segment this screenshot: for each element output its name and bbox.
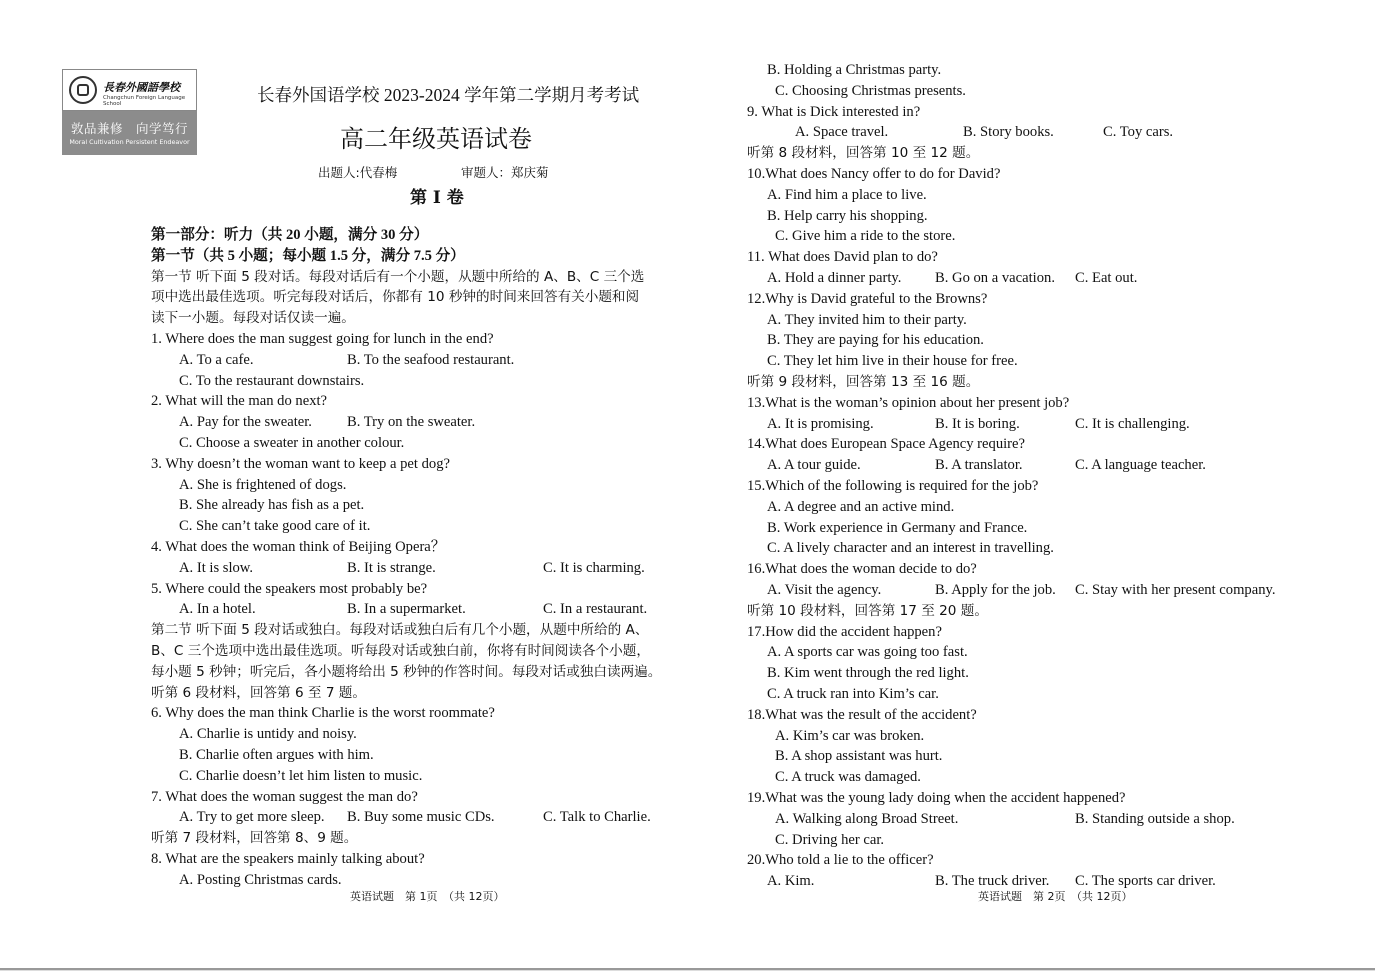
right_column-option: C. It is challenging. <box>1075 415 1190 432</box>
right_column-line: A. They invited him to their party. <box>767 311 967 328</box>
left_column-line: 3. Why doesn’t the woman want to keep a pet dog? <box>151 455 450 472</box>
right_column-line: 12.Why is David grateful to the Browns? <box>747 290 988 307</box>
right_column-line: A. A tour guide. <box>767 457 861 474</box>
right_column-option: C. The sports car driver. <box>1075 873 1216 890</box>
right_column-option: C. Toy cars. <box>1103 124 1174 141</box>
right_column-line: B. Work experience in Germany and France. <box>767 519 1028 536</box>
left_column-option: C. Talk to Charlie. <box>543 809 651 826</box>
left_column-line: 第一节 听下面 5 段对话。每段对话后有一个小题，从题中所给的 A、B、C 三个选 <box>151 268 645 285</box>
left_column-line: A. She is frightened of dogs. <box>179 476 347 493</box>
page-footer-left: 英语试题 第 1页 （共 12页） <box>350 890 505 903</box>
right_column-option: B. Standing outside a shop. <box>1075 810 1235 827</box>
left_column-line: A. Pay for the sweater. <box>179 414 312 431</box>
right_column-line: C. Driving her car. <box>775 831 885 848</box>
right_column-line: C. A truck ran into Kim’s car. <box>767 686 939 702</box>
right_column-line: B. Kim went through the red light. <box>767 665 969 682</box>
logo-top-panel <box>62 69 197 111</box>
left_column-line: B. She already has fish as a pet. <box>179 497 365 514</box>
right_column-line: C. They let him live in their house for free. <box>767 353 1018 370</box>
left_column-line: A. Charlie is untidy and noisy. <box>179 726 357 743</box>
right_column-line: A. A sports car was going too fast. <box>767 644 968 661</box>
left_column-option: B. Buy some music CDs. <box>347 809 495 826</box>
left_column-line: 5. Where could the speakers most probably be? <box>151 580 428 597</box>
right_column-line: A. Walking along Broad Street. <box>775 810 959 827</box>
right_column-option: B. It is boring. <box>935 415 1020 432</box>
author-line: 出题人:代春梅 <box>318 165 398 180</box>
right_column-line: A. It is promising. <box>767 415 874 432</box>
right_column-line: 19.What was the young lady doing when the accident happened? <box>747 790 1126 806</box>
left_column-line: 读下一小题。每段对话仅读一遍。 <box>151 310 355 327</box>
logo-motto: 敦品兼修 向学笃行 <box>70 121 188 136</box>
left_column-line: 6. Why does the man think Charlie is the worst roommate? <box>151 705 495 722</box>
logo-school-subtitle: Changchun Foreign Language School <box>103 95 186 107</box>
right_column-line: 14.What does European Space Agency require? <box>747 436 1025 453</box>
left_column-line: C. She can’t take good care of it. <box>179 518 371 535</box>
left_column-line: A. Try to get more sleep. <box>179 809 325 826</box>
left_column-line: A. To a cafe. <box>179 351 254 368</box>
right_column-option: C. Eat out. <box>1075 270 1138 286</box>
school-exam-title: 长春外国语学校 2023-2024 学年第二学期月考考试 <box>257 85 640 105</box>
school-logo <box>62 69 197 155</box>
left_column-line: 项中选出最佳选项。听完每段对话后，你都有 10 秒钟的时间来回答有关小题和阅 <box>151 289 640 306</box>
left_column-line: 7. What does the woman suggest the man do? <box>151 788 418 805</box>
logo-school-name: 長春外國語學校 <box>103 81 180 94</box>
right_column-line: 18.What was the result of the accident? <box>747 706 977 723</box>
right_column-line: 听第 10 段材料，回答第 17 至 20 题。 <box>747 602 988 619</box>
right_column-line: 9. What is Dick interested in? <box>747 103 921 120</box>
left_column-option: B. It is strange. <box>347 559 436 576</box>
volume-label: 第 I 卷 <box>410 188 464 208</box>
left_column-line: 听第 6 段材料，回答第 6 至 7 题。 <box>151 684 366 701</box>
left_column-option: B. In a supermarket. <box>347 601 466 618</box>
right_column-line: 20.Who told a lie to the officer? <box>747 852 934 869</box>
right_column-option: C. Stay with her present company. <box>1075 582 1276 598</box>
right_column-line: C. A truck was damaged. <box>775 769 921 786</box>
left_column-line: A. It is slow. <box>179 559 254 576</box>
right_column-option: C. A language teacher. <box>1075 457 1206 474</box>
right_column-line: A. Hold a dinner party. <box>767 270 902 286</box>
right_column-line: 11. What does David plan to do? <box>747 249 938 266</box>
left_column-line: 8. What are the speakers mainly talking about? <box>151 851 425 867</box>
right_column-option: B. A translator. <box>935 457 1023 474</box>
left_column-line: 4. What does the woman think of Beijing Opera？ <box>151 539 446 555</box>
right_column-line: 16.What does the woman decide to do? <box>747 561 977 578</box>
left_column-line: B. Charlie often argues with him. <box>179 747 374 763</box>
right_column-line: A. Kim. <box>767 873 815 890</box>
left_column-line: C. To the restaurant downstairs. <box>179 372 365 389</box>
left_column-line: A. In a hotel. <box>179 601 256 618</box>
right_column-line: C. A lively character and an interest in travelling. <box>767 540 1054 557</box>
left_column-line: 第一部分：听力（共 20 小题，满分 30 分） <box>151 227 429 243</box>
right_column-line: A. A degree and an active mind. <box>767 498 955 515</box>
left_column-option: B. Try on the sweater. <box>347 414 476 431</box>
right_column-line: B. A shop assistant was hurt. <box>775 748 943 765</box>
left_column-line: 1. Where does the man suggest going for lunch in the end? <box>151 331 494 347</box>
logo-motto-panel <box>62 111 197 155</box>
right_column-line: B. They are paying for his education. <box>767 332 984 349</box>
left_column-line: 第二节 听下面 5 段对话或独白。每段对话或独白后有几个小题，从题中所给的 A、 <box>151 622 649 639</box>
left_column-line: 2. What will the man do next? <box>151 393 328 410</box>
left_column-line: C. Choose a sweater in another colour. <box>179 435 405 451</box>
right_column-line: 听第 9 段材料，回答第 13 至 16 题。 <box>747 374 980 390</box>
exam-paper-title: 高二年级英语试卷 <box>340 125 532 153</box>
left_column-line: C. Charlie doesn’t let him listen to music. <box>179 767 423 784</box>
right_column-line: A. Visit the agency. <box>767 582 882 598</box>
right_column-option: B. Go on a vacation. <box>935 270 1055 286</box>
right_column-option: B. Story books. <box>963 124 1054 141</box>
right_column-line: 听第 8 段材料，回答第 10 至 12 题。 <box>747 145 980 162</box>
school-seal-icon <box>69 76 97 104</box>
right_column-option: B. The truck driver. <box>935 873 1050 890</box>
logo-motto-en: Moral Cultivation Persistent Endeavor <box>69 138 190 146</box>
left_column-line: B、C 三个选项中选出最佳选项。听每段对话或独白前，你将有时间阅读各个小题， <box>151 643 650 659</box>
right_column-option: B. Apply for the job. <box>935 582 1056 598</box>
right_column-line: B. Help carry his shopping. <box>767 207 928 224</box>
reviewer-line: 审题人：郑庆菊 <box>461 165 549 180</box>
left_column-option: B. To the seafood restaurant. <box>347 351 515 368</box>
left_column-line: 第一节（共 5 小题；每小题 1.5 分，满分 7.5 分） <box>151 247 465 264</box>
page-footer-right: 英语试题 第 2页 （共 12页） <box>978 890 1133 903</box>
right_column-line: A. Kim’s car was broken. <box>775 727 925 744</box>
right_column-line: C. Give him a ride to the store. <box>775 228 956 245</box>
right_column-line: 13.What is the woman’s opinion about her present job? <box>747 394 1070 411</box>
right_column-line: 15.Which of the following is required for the job? <box>747 478 1039 494</box>
right_column-line: A. Space travel. <box>795 124 889 141</box>
right_column-line: 10.What does Nancy offer to do for David? <box>747 166 1001 182</box>
left_column-option: C. In a restaurant. <box>543 601 648 618</box>
left_column-line: 每小题 5 秒钟；听完后，各小题将给出 5 秒钟的作答时间。每段对话或独白读两遍。 <box>151 663 662 680</box>
left_column-line: A. Posting Christmas cards. <box>179 871 342 888</box>
right_column-line: A. Find him a place to live. <box>767 186 927 203</box>
right_column-line: C. Choosing Christmas presents. <box>775 82 966 99</box>
left_column-line: 听第 7 段材料，回答第 8、9 题。 <box>151 830 358 847</box>
left_column-option: C. It is charming. <box>543 559 645 576</box>
right_column-line: B. Holding a Christmas party. <box>767 62 942 78</box>
right_column-line: 17.How did the accident happen? <box>747 623 942 640</box>
